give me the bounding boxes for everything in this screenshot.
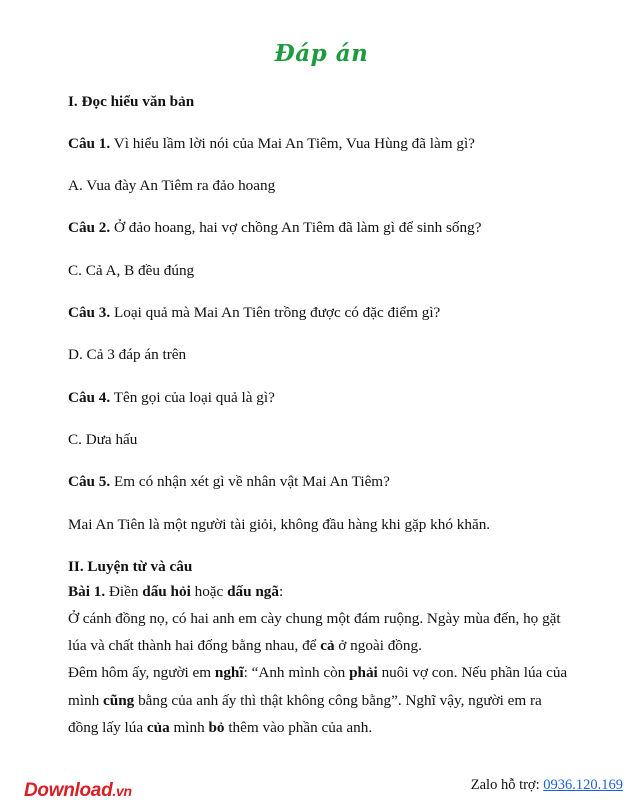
instruction-part: Điền (105, 583, 143, 600)
question-4 (68, 388, 275, 408)
question-2 (68, 218, 481, 238)
download-vn-logo[interactable] (24, 780, 132, 802)
question-1-text: Vì hiểu lầm lời nói của Mai An Tiêm, Vua Hùng đã làm gì? (110, 135, 475, 152)
exercise-1-instruction (68, 582, 283, 602)
paragraph-1-line-1: Ở cánh đồng nọ, có hai anh em cày chung một đám ruộng. Ngày mùa đến, họ gặt (68, 610, 561, 627)
section-2-heading: II. Luyện từ và câu (68, 558, 193, 575)
text-part: mình (68, 692, 104, 709)
page-title: Đáp án (274, 40, 369, 67)
text-bold: cả (320, 637, 335, 654)
paragraph-2-line-2 (68, 691, 542, 711)
text-part: đồng lấy lúa (68, 719, 147, 736)
text-part: thêm vào phần của anh. (224, 719, 373, 736)
question-3-text: Loại quả mà Mai An Tiên trồng được có đặc điểm gì? (110, 304, 441, 321)
instruction-part: : (279, 583, 284, 600)
question-5 (68, 472, 390, 492)
answer-3: D. Cả 3 đáp án trên (68, 346, 187, 363)
text-part: ở ngoài đồng. (334, 637, 422, 654)
text-bold: của (146, 719, 170, 736)
question-1 (68, 134, 475, 154)
text-part: mình (169, 719, 209, 736)
paragraph-2-line-3 (68, 718, 372, 738)
text-part: bằng của anh ấy thì thật không công bằng”. Nghĩ vậy, người em ra (134, 692, 542, 709)
answer-1: A. Vua đày An Tiêm ra đảo hoang (68, 177, 276, 194)
text-part: : “Anh mình còn (243, 664, 350, 681)
text-bold: bỏ (208, 719, 225, 736)
zalo-support (471, 777, 623, 794)
text-part: lúa và chất thành hai đống bằng nhau, để (68, 637, 321, 654)
answer-2: C. Cả A, B đều đúng (68, 262, 195, 279)
logo-tld: .vn (112, 783, 132, 799)
text-bold: nghĩ (214, 664, 244, 681)
text-bold: cũng (103, 692, 135, 709)
question-2-label: Câu 2. (68, 219, 111, 236)
instruction-bold: dấu hỏi (142, 583, 191, 600)
instruction-bold: dấu ngã (227, 583, 279, 600)
logo-text: Download (24, 780, 113, 801)
question-3 (68, 303, 440, 323)
text-part: nuôi vợ con. Nếu phần lúa của (377, 664, 568, 681)
zalo-phone-link[interactable]: 0936.120.169 (543, 777, 623, 793)
question-4-text: Tên gọi của loại quả là gì? (110, 389, 275, 406)
zalo-label: Zalo hỗ trợ: (470, 777, 544, 793)
paragraph-1-line-2 (68, 636, 422, 656)
instruction-part: hoặc (190, 583, 228, 600)
question-3-label: Câu 3. (68, 304, 111, 321)
section-1-heading: I. Đọc hiểu văn bản (68, 93, 195, 110)
question-4-label: Câu 4. (68, 389, 111, 406)
exercise-1-label: Bài 1. (68, 583, 106, 600)
question-1-label: Câu 1. (68, 135, 111, 152)
question-5-text: Em có nhận xét gì về nhân vật Mai An Tiêm? (110, 473, 390, 490)
paragraph-2-line-1 (68, 663, 567, 683)
question-2-text: Ở đảo hoang, hai vợ chồng An Tiêm đã làm gì để sinh sống? (110, 219, 482, 236)
answer-5: Mai An Tiên là một người tài giỏi, không đầu hàng khi gặp khó khăn. (68, 516, 491, 533)
question-5-label: Câu 5. (68, 473, 111, 490)
answer-4: C. Dưa hấu (68, 431, 138, 448)
text-part: Đêm hôm ấy, người em (68, 664, 215, 681)
text-bold: phải (349, 664, 378, 681)
